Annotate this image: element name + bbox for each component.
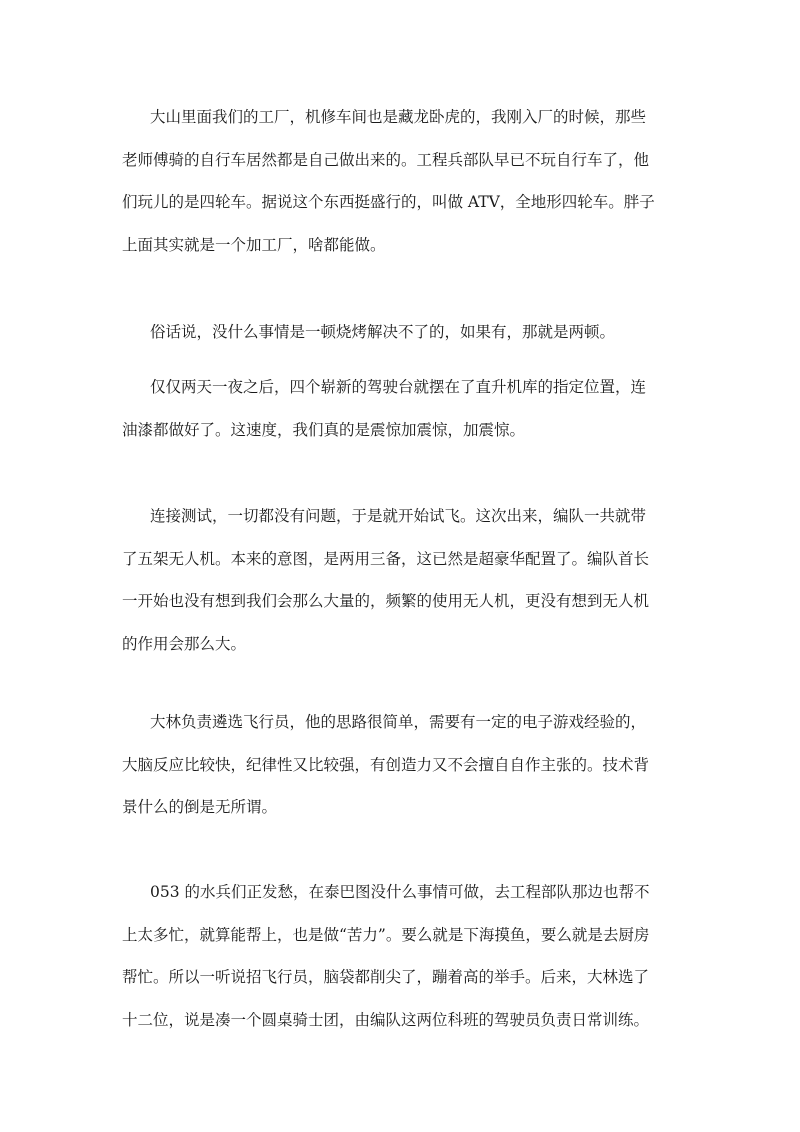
paragraph-line: 仅仅两天一夜之后，四个崭新的驾驶台就摆在了直升机库的指定位置，连 bbox=[150, 378, 647, 396]
paragraph-line: 大脑反应比较快，纪律性又比较强，有创造力又不会擅自自作主张的。技术背 bbox=[122, 755, 650, 774]
paragraph-line: 上太多忙，就算能帮上，也是做“苦力”。要么就是下海摸鱼，要么就是去厨房 bbox=[122, 925, 650, 944]
paragraph-proverb bbox=[122, 311, 682, 354]
paragraph-line: 油漆都做好了。这速度，我们真的是震惊加震惊，加震惊。 bbox=[122, 420, 526, 439]
paragraph-line: 大山里面我们的工厂，机修车间也是藏龙卧虎的，我刚入厂的时候，那些 bbox=[150, 108, 647, 126]
paragraph-line: 大林负责遴选飞行员，他的思路很简单，需要有一定的电子游戏经验的， bbox=[150, 713, 647, 731]
paragraph-pilot-selection bbox=[122, 701, 682, 829]
paragraph-line: 一开始也没有想到我们会那么大量的，频繁的使用无人机，更没有想到无人机 bbox=[122, 592, 650, 610]
paragraph-consoles bbox=[122, 366, 682, 451]
paragraph-line: 了五架无人机。本来的意图，是两用三备，这已然是超豪华配置了。编队首长 bbox=[122, 549, 650, 568]
paragraph-line: 俗话说，没什么事情是一顿烧烤解决不了的，如果有，那就是两顿。 bbox=[150, 323, 616, 341]
paragraph-line: 帮忙。所以一听说招飞行员，脑袋都削尖了，蹦着高的举手。后来，大林选了 bbox=[122, 968, 650, 986]
paragraph-line: 的作用会那么大。 bbox=[122, 634, 247, 653]
paragraph-line: 老师傅骑的自行车居然都是自己做出来的。工程兵部队早已不玩自行车了，他 bbox=[122, 150, 650, 169]
paragraph-line: 景什么的倒是无所谓。 bbox=[122, 798, 278, 816]
paragraph-line: 上面其实就是一个加工厂，啥都能做。 bbox=[122, 235, 386, 254]
paragraph-line: 053 的水兵们正发愁，在泰巴图没什么事情可做，去工程部队那边也帮不 bbox=[150, 883, 650, 901]
paragraph-workshop bbox=[122, 96, 682, 266]
paragraph-line: 们玩儿的是四轮车。据说这个东西挺盛行的，叫做 ATV，全地形四轮车。胖子 bbox=[122, 193, 655, 211]
paragraph-line: 连接测试，一切都没有问题，于是就开始试飞。这次出来，编队一共就带 bbox=[150, 507, 647, 525]
paragraph-test-flight bbox=[122, 495, 682, 665]
paragraph-sailors bbox=[122, 871, 682, 1041]
paragraph-line: 十二位，说是凑一个圆桌骑士团，由编队这两位科班的驾驶员负责日常训练。 bbox=[122, 1010, 650, 1029]
